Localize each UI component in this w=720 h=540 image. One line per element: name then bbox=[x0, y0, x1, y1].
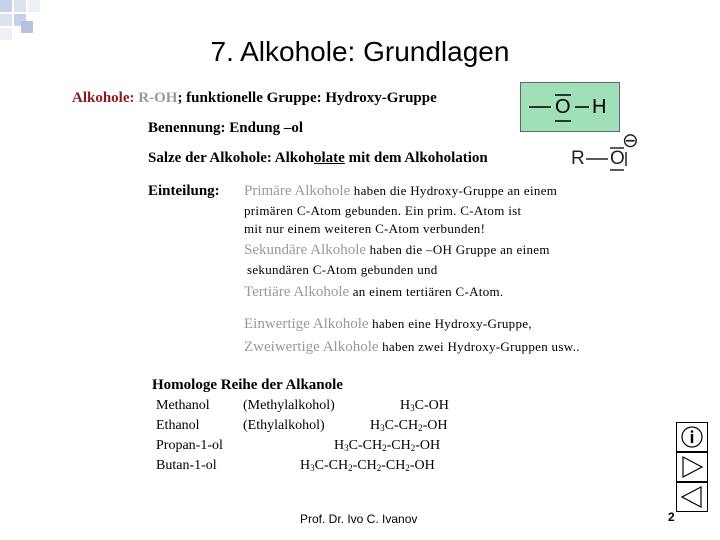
homologous-series-title: Homologe Reihe der Alkanole bbox=[152, 377, 343, 393]
primary-alcohols-line3: mit nur einem weiteren C-Atom verbunden! bbox=[244, 221, 486, 236]
play-back-icon bbox=[677, 483, 707, 511]
olate-underlined: olate bbox=[314, 150, 345, 166]
play-forward-icon bbox=[677, 453, 707, 481]
classification-label: Einteilung: bbox=[148, 183, 220, 199]
primary-alcohols-line1: Primäre Alkohole haben die Hydroxy-Gruppe an einem bbox=[244, 183, 558, 199]
primary-term: Primäre Alkohole bbox=[244, 183, 351, 199]
homologous-row-butanol: Butan-1-ol bbox=[156, 458, 217, 473]
homologous-row-ethanol: Ethanol bbox=[156, 418, 200, 433]
divalent-alcohols-line: Zweiwertige Alkohole haben zwei Hydroxy-Gruppen usw.. bbox=[244, 339, 580, 355]
alcohol-term: Alkohole: bbox=[72, 90, 135, 106]
hydroxy-group-structure bbox=[520, 82, 620, 132]
info-nav-button[interactable] bbox=[676, 422, 708, 452]
alkoxide-structure bbox=[568, 132, 648, 172]
salts-line: Salze der Alkohole: Alkoholate mit dem Alkoholation bbox=[148, 150, 488, 166]
hydroxy-oxygen: O bbox=[555, 96, 571, 118]
monovalent-alcohols-line: Einwertige Alkohole haben eine Hydroxy-Gruppe, bbox=[244, 316, 532, 332]
homologous-common-ethanol: (Ethylalkohol) bbox=[243, 418, 325, 433]
primary-alcohols-line2: primären C-Atom gebunden. Ein prim. C-Atom ist bbox=[244, 203, 522, 218]
page-number: 2 bbox=[668, 510, 675, 524]
formula-ethanol: $H_3C-CH_2-OH$ bbox=[370, 418, 448, 433]
definition-line bbox=[72, 90, 437, 107]
alkoxide-r: R bbox=[571, 148, 585, 169]
hydroxy-hydrogen: H bbox=[592, 96, 607, 118]
next-slide-button[interactable] bbox=[676, 452, 708, 482]
slide-title: 7. Alkohole: Grundlagen bbox=[210, 36, 510, 67]
previous-slide-button[interactable] bbox=[676, 482, 708, 512]
alcohol-formula: R-OH bbox=[138, 90, 178, 106]
tertiary-alcohols-line: Tertiäre Alkohole an einem tertiären C-Atom. bbox=[244, 284, 504, 300]
footer-author: Prof. Dr. Ivo C. Ivanov bbox=[300, 512, 418, 526]
homologous-row-propanol: Propan-1-ol bbox=[156, 438, 223, 453]
alkoxide-oxygen: O bbox=[610, 148, 625, 169]
info-icon bbox=[677, 423, 707, 451]
secondary-term: Sekundäre Alkohole bbox=[244, 242, 367, 258]
tertiary-term: Tertiäre Alkohole bbox=[244, 284, 350, 300]
divalent-term: Zweiwertige Alkohole bbox=[244, 339, 379, 355]
formula-butanol: $H_3C-CH_2-CH_2-CH_2-OH$ bbox=[300, 458, 435, 473]
homologous-common-methanol: (Methylalkohol) bbox=[243, 398, 335, 413]
formula-propanol: $H_3C-CH_2-CH_2-OH$ bbox=[334, 438, 441, 453]
functional-group-text: ; funktionelle Gruppe: Hydroxy-Gruppe bbox=[177, 90, 437, 106]
homologous-row-methanol: Methanol bbox=[156, 398, 210, 413]
formula-methanol: $H_3C-OH$ bbox=[400, 398, 449, 413]
negative-charge-icon: ⊖ bbox=[622, 130, 639, 152]
naming-line: Benennung: Endung –ol bbox=[148, 120, 304, 136]
secondary-alcohols-line2: sekundären C-Atom gebunden und bbox=[247, 262, 438, 277]
secondary-alcohols-line1: Sekundäre Alkohole haben die –OH Gruppe an einem bbox=[244, 242, 550, 258]
monovalent-term: Einwertige Alkohole bbox=[244, 316, 369, 332]
